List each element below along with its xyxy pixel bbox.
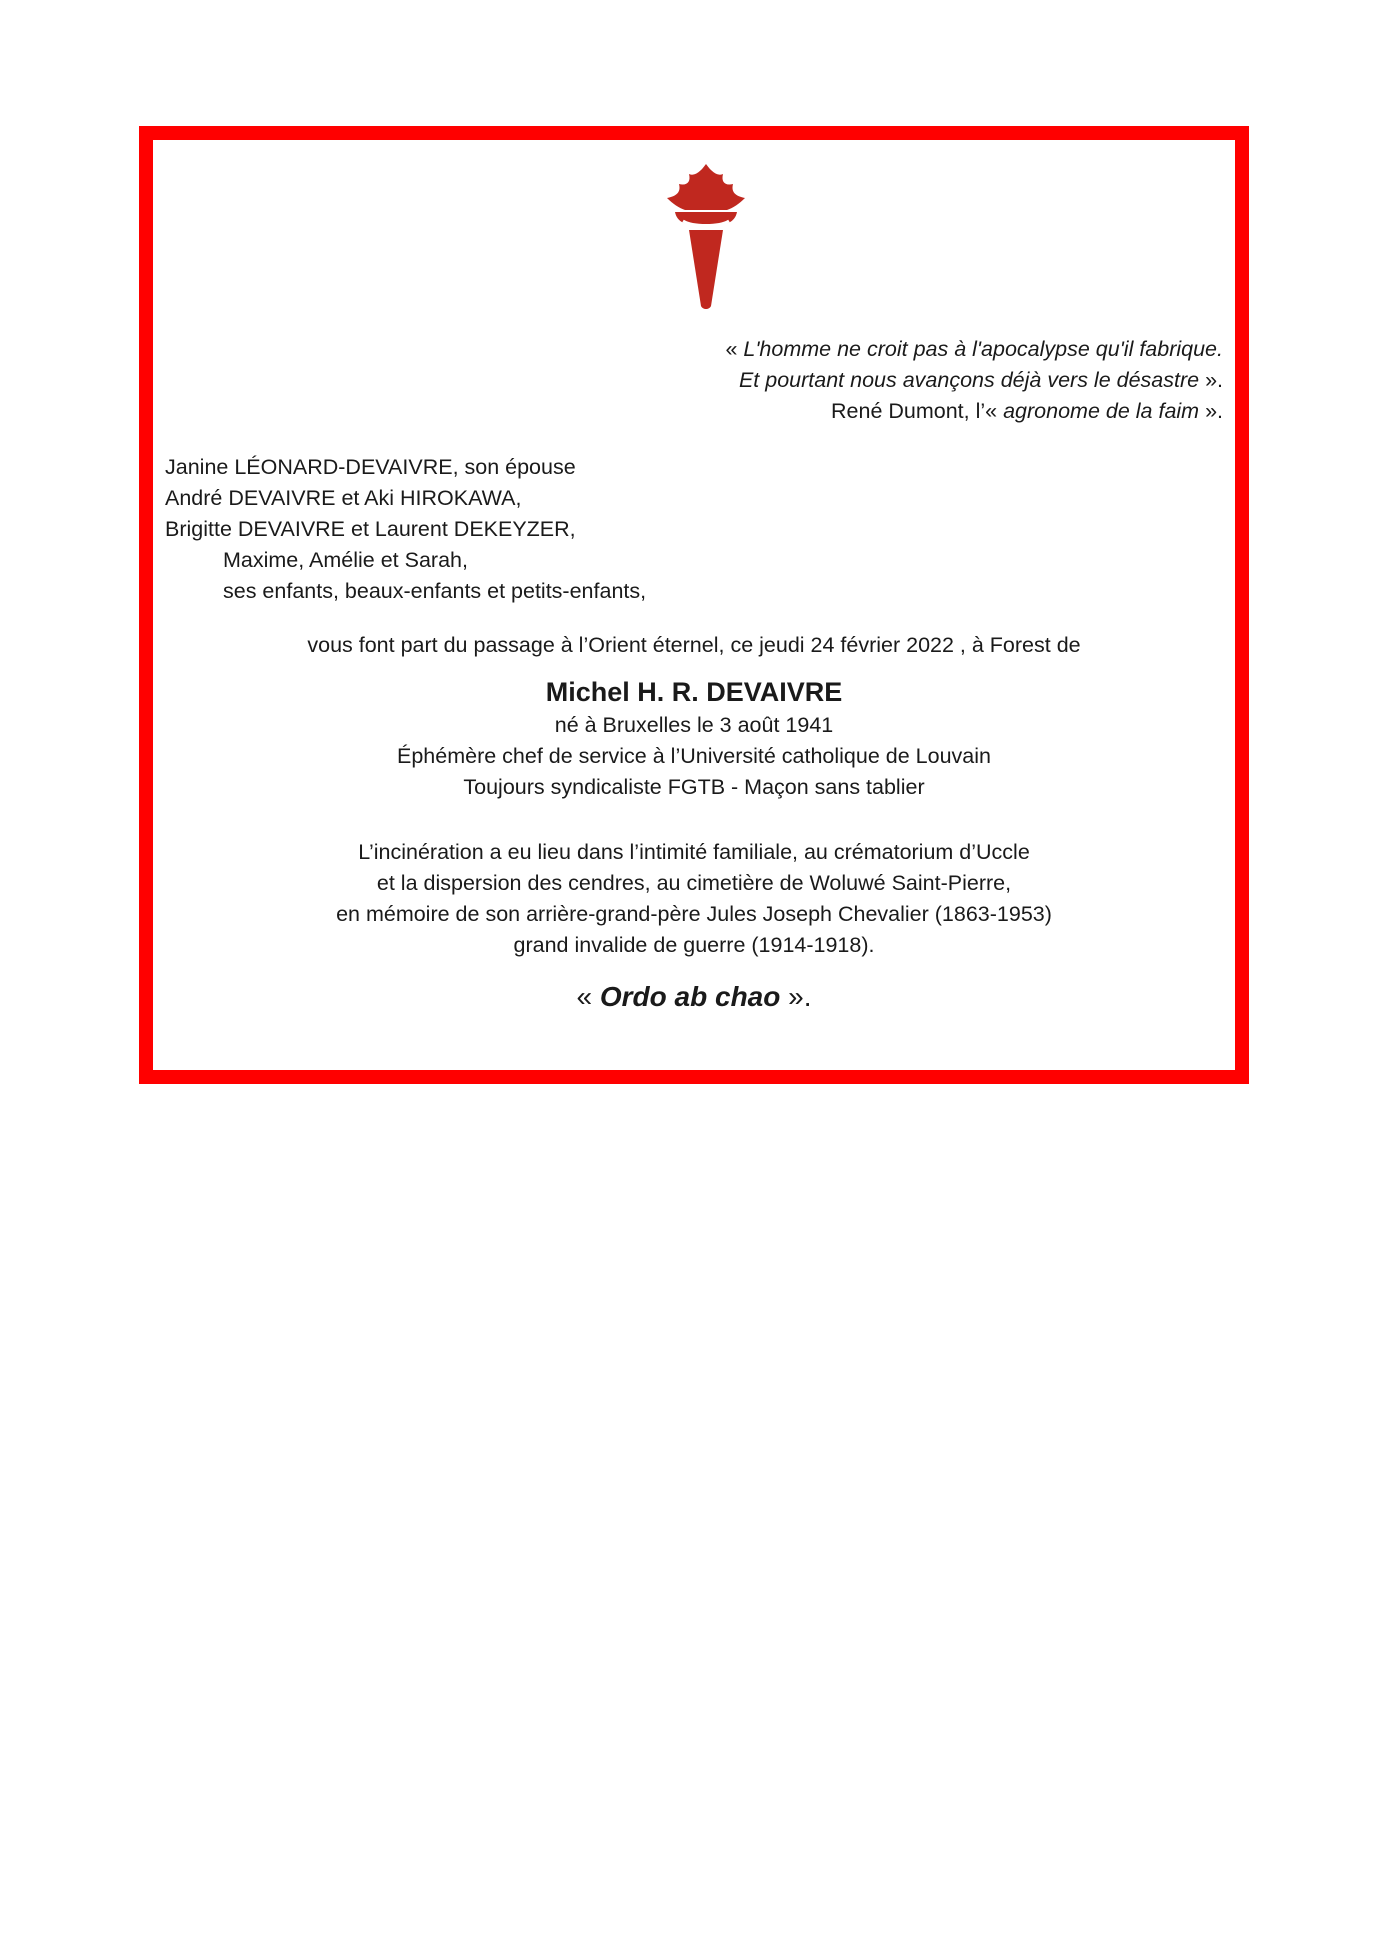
notice-frame bbox=[139, 126, 1249, 1084]
family-relation: ses enfants, beaux-enfants et petits-enfants, bbox=[223, 579, 647, 603]
ceremony-line: en mémoire de son arrière-grand-père Jules Joseph Chevalier (1863-1953) bbox=[336, 902, 1052, 926]
bio-line: Éphémère chef de service à l’Université catholique de Louvain bbox=[397, 744, 991, 768]
family-member: Maxime, Amélie et Sarah, bbox=[223, 548, 468, 572]
epigraph-quote bbox=[725, 334, 1223, 427]
quote-line-2: Et pourtant nous avançons déjà vers le désastre ». bbox=[738, 368, 1223, 392]
ceremony-line: L’incinération a eu lieu dans l’intimité familiale, au crématorium d’Uccle bbox=[358, 840, 1030, 864]
quote-line-1: « L'homme ne croit pas à l'apocalypse qu'il fabrique. bbox=[725, 337, 1223, 361]
motto-text: « Ordo ab chao ». bbox=[576, 981, 812, 1012]
quote-attribution: René Dumont, l’« agronome de la faim ». bbox=[831, 399, 1223, 423]
bio-line: Toujours syndicaliste FGTB - Maçon sans tablier bbox=[463, 775, 925, 799]
family-member: Janine LÉONARD-DEVAIVRE, son épouse bbox=[165, 455, 576, 479]
announcement bbox=[153, 630, 1235, 661]
bio-line: né à Bruxelles le 3 août 1941 bbox=[554, 713, 834, 737]
family-member: Brigitte DEVAIVRE et Laurent DEKEYZER, bbox=[165, 517, 576, 541]
ceremony-details bbox=[153, 837, 1235, 961]
family-list bbox=[165, 452, 646, 607]
biography bbox=[153, 710, 1235, 803]
deceased-name-text: Michel H. R. DEVAIVRE bbox=[545, 677, 843, 707]
motto bbox=[153, 979, 1235, 1015]
ceremony-line: grand invalide de guerre (1914-1918). bbox=[513, 933, 875, 957]
deceased-name bbox=[153, 674, 1235, 710]
torch-icon bbox=[661, 164, 751, 310]
family-member: André DEVAIVRE et Aki HIROKAWA, bbox=[165, 486, 522, 510]
ceremony-line: et la dispersion des cendres, au cimetière de Woluwé Saint-Pierre, bbox=[376, 871, 1012, 895]
announcement-text: vous font part du passage à l’Orient éternel, ce jeudi 24 février 2022 , à Forest de bbox=[307, 633, 1081, 657]
